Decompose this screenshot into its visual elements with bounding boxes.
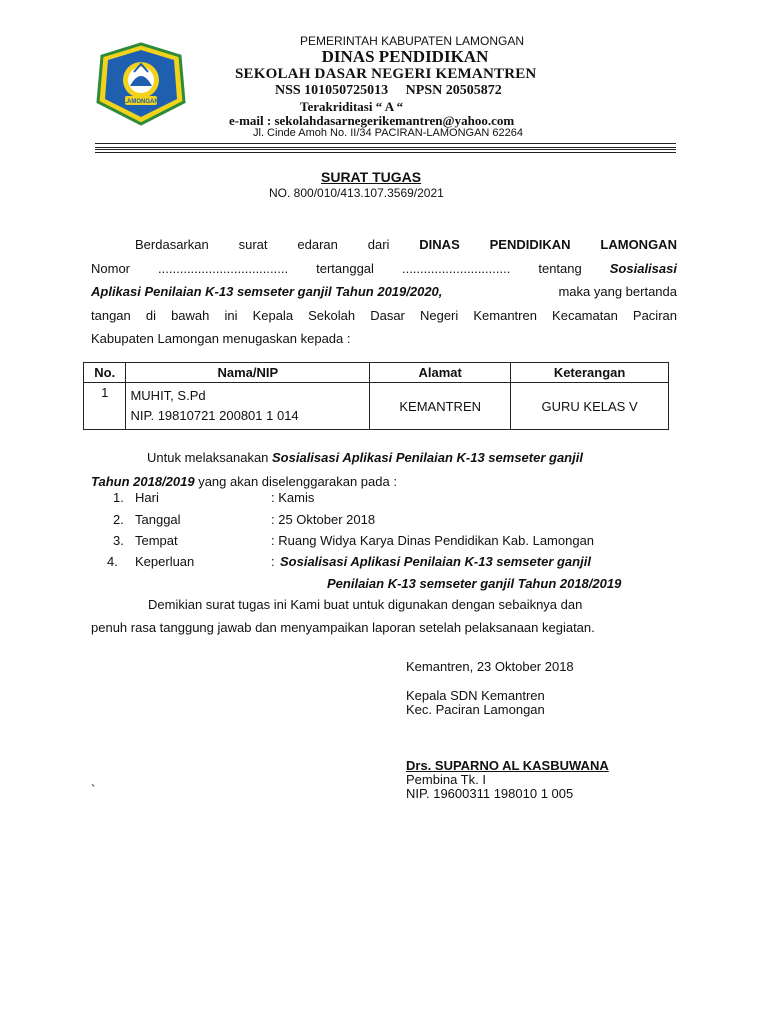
intro-word: dari bbox=[367, 237, 390, 252]
signer-nip: NIP. 19600311 198010 1 005 bbox=[406, 786, 574, 801]
intro-word: .............................. bbox=[401, 260, 511, 276]
table-header-row bbox=[84, 363, 669, 383]
signer-position-2: Kec. Paciran Lamongan bbox=[406, 702, 545, 717]
email: e-mail : sekolahdasarnegerikemantren@yahoo.com bbox=[229, 113, 515, 128]
school-address: Jl. Cinde Amoh No. II/34 PACIRAN-LAMONGAN 62264 bbox=[253, 127, 524, 139]
intro-word: surat bbox=[238, 237, 268, 252]
intro-word: PENDIDIKAN bbox=[489, 237, 571, 252]
accreditation: Terakriditasi “ A “ bbox=[300, 99, 404, 114]
intro-line-5: Kabupaten Lamongan menugaskan kepada : bbox=[91, 331, 351, 346]
col-header-no: No. bbox=[84, 363, 126, 383]
letter-number: NO. 800/010/413.107.3569/2021 bbox=[269, 186, 444, 200]
col-header-address: Alamat bbox=[370, 363, 511, 383]
office-name: DINAS PENDIDIKAN bbox=[321, 47, 489, 66]
detail-value: Sosialisasi Aplikasi Penilaian K-13 semseter ganjil bbox=[280, 554, 591, 569]
cell-no: 1 bbox=[84, 383, 126, 430]
signer-rank: Pembina Tk. I bbox=[406, 772, 486, 787]
letter-title: SURAT TUGAS bbox=[321, 169, 422, 185]
intro-topic: Aplikasi Penilaian K-13 semseter ganjil Tahun 2019/2020, bbox=[91, 284, 443, 299]
assignee-table bbox=[83, 362, 669, 430]
intro-word: .................................... bbox=[158, 260, 289, 276]
intro-line-4: tangan di bawah ini Kepala Sekolah Dasar Negeri Kemantren Kecamatan Paciran bbox=[91, 307, 677, 323]
intro-word: edaran bbox=[297, 237, 338, 252]
cell-note: GURU KELAS V bbox=[511, 383, 669, 430]
detail-label: Tempat bbox=[135, 533, 178, 548]
intro-paragraph bbox=[91, 233, 677, 351]
purpose-text-2: yang akan diselenggarakan pada : bbox=[194, 473, 397, 489]
government-name: PEMERINTAH KABUPATEN LAMONGAN bbox=[300, 34, 525, 48]
closing-line-2: penuh rasa tanggung jawab dan menyampaikan laporan setelah pelaksanaan kegiatan. bbox=[91, 620, 595, 635]
col-header-name: Nama/NIP bbox=[126, 363, 370, 383]
purpose-paragraph bbox=[91, 446, 677, 493]
detail-label: Keperluan bbox=[135, 554, 195, 569]
signer-position: Kepala SDN Kemantren bbox=[406, 688, 545, 703]
purpose-year: Tahun 2018/2019 bbox=[91, 473, 195, 489]
school-ids: NSS 101050725013 NPSN 20505872 bbox=[275, 83, 502, 98]
detail-num: 4. bbox=[107, 554, 118, 569]
lamongan-regency-emblem bbox=[92, 42, 190, 126]
intro-word: LAMONGAN bbox=[600, 237, 677, 252]
purpose-text: Untuk melaksanakan bbox=[147, 450, 273, 465]
detail-value: : Kamis bbox=[271, 490, 315, 505]
detail-value-continued: Penilaian K-13 semseter ganjil Tahun 2018/2019 bbox=[327, 576, 622, 591]
assignee-name: MUHIT, S.Pd bbox=[130, 388, 206, 403]
purpose-topic: Sosialisasi Aplikasi Penilaian K-13 semseter ganjil bbox=[272, 450, 583, 465]
detail-value: : Ruang Widya Karya Dinas Pendidikan Kab. Lamongan bbox=[271, 533, 595, 548]
logo-text: LAMONGAN bbox=[123, 99, 159, 105]
intro-text: maka yang bertanda bbox=[558, 284, 677, 299]
signer-name: Drs. SUPARNO AL KASBUWANA bbox=[406, 758, 609, 773]
intro-word: DINAS bbox=[419, 237, 460, 252]
intro-word: Berdasarkan bbox=[135, 237, 209, 252]
intro-word: Sosialisasi bbox=[609, 260, 677, 276]
cell-address: KEMANTREN bbox=[370, 383, 511, 430]
school-name: SEKOLAH DASAR NEGERI KEMANTREN bbox=[235, 66, 537, 82]
cell-name-nip bbox=[126, 383, 370, 430]
intro-word: tertanggal bbox=[316, 260, 374, 276]
table-row bbox=[84, 383, 669, 430]
place-date: Kemantren, 23 Oktober 2018 bbox=[406, 659, 574, 674]
detail-colon: : bbox=[271, 554, 275, 569]
detail-num: 2. bbox=[113, 512, 124, 527]
header-divider-2 bbox=[95, 149, 676, 153]
intro-word: tentang bbox=[538, 260, 582, 276]
assignee-nip: NIP. 19810721 200801 1 014 bbox=[130, 408, 299, 423]
detail-label: Hari bbox=[135, 490, 159, 505]
closing-line-1: Demikian surat tugas ini Kami buat untuk digunakan dengan sebaiknya dan bbox=[148, 597, 583, 612]
detail-num: 3. bbox=[113, 533, 124, 548]
detail-num: 1. bbox=[113, 490, 124, 505]
detail-value: : 25 Oktober 2018 bbox=[271, 512, 376, 527]
detail-label: Tanggal bbox=[135, 512, 181, 527]
col-header-note: Keterangan bbox=[511, 363, 669, 383]
header-divider bbox=[95, 143, 676, 148]
stray-mark: ` bbox=[91, 782, 96, 797]
intro-word: Nomor bbox=[91, 260, 131, 276]
